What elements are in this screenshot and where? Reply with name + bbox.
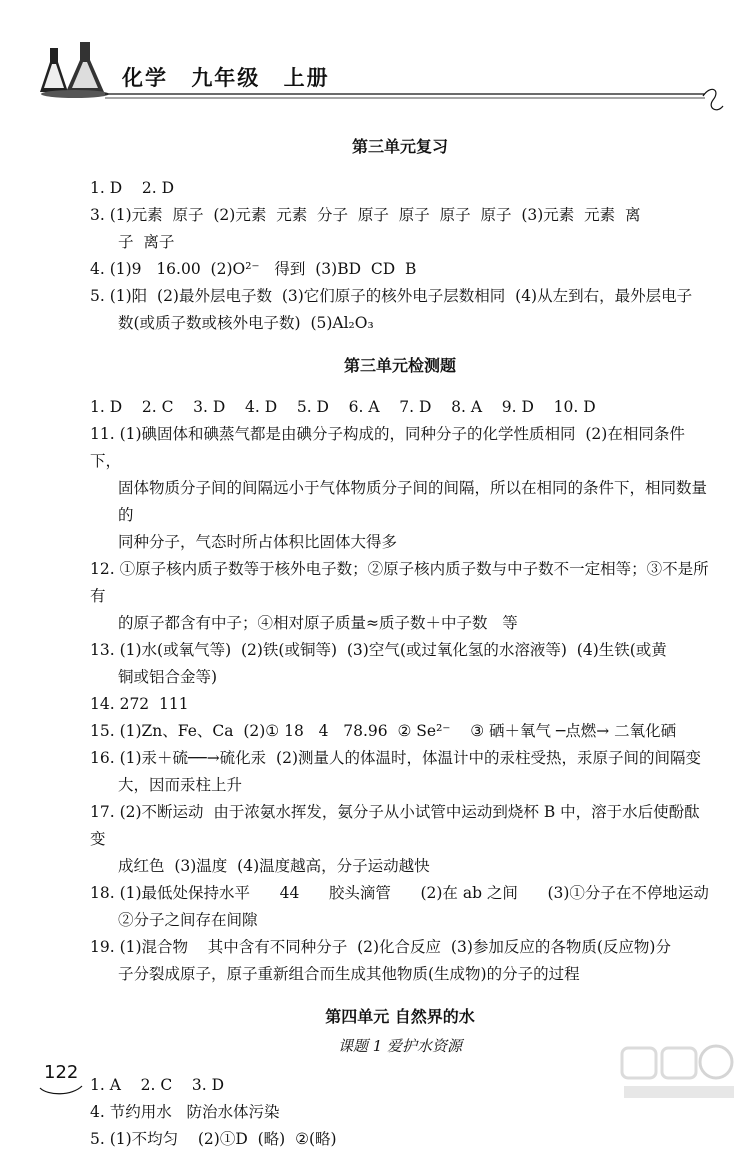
answer-line: 的原子都含有中子；④相对原子质量≈质子数＋中子数 等 bbox=[118, 614, 518, 632]
section-title: 第三单元复习 bbox=[351, 137, 448, 156]
answer-line: 13. (1)水(或氧气等) (2)铁(或铜等) (3)空气(或过氧化氢的水溶液等) (4)生铁(或黄 bbox=[90, 641, 667, 659]
section-unit3-test bbox=[90, 353, 710, 988]
section-unit3-review bbox=[90, 134, 710, 337]
answer-line: 4. (1)9 16.00 (2)O²⁻ 得到 (3)BD CD B bbox=[90, 260, 417, 278]
answer-line: 5. (1)阳 (2)最外层电子数 (3)它们原子的核外电子层数相同 (4)从左到右，最外层电子 bbox=[90, 287, 693, 305]
page-header bbox=[0, 0, 750, 120]
answer-line: 16. (1)汞＋硫──→硫化汞 (2)测量人的体温时，体温计中的汞柱受热，汞原子间的间隔变 bbox=[90, 749, 701, 767]
answer-line: 同种分子，气态时所占体积比固体大得多 bbox=[118, 533, 398, 551]
answer-line: 成红色 (3)温度 (4)温度越高，分子运动越快 bbox=[118, 857, 430, 875]
answer-line: 5. (1)不均匀 (2)①D (略) ②(略) bbox=[90, 1130, 337, 1148]
header-subject: 化学 bbox=[122, 66, 168, 90]
answer-line: 15. (1)Zn、Fe、Ca (2)① 18 4 78.96 ② Se²⁻ ③ 硒＋氧气 ─点燃→ 二氧化硒 bbox=[90, 722, 677, 740]
answer-line: 17. (2)不断运动 由于浓氨水挥发，氨分子从小试管中运动到烧杯 B 中，溶于水后使酚酞变 bbox=[90, 803, 700, 848]
flask-icon bbox=[38, 40, 113, 100]
page-number: 122 bbox=[44, 1062, 79, 1083]
answer-content bbox=[90, 128, 710, 1153]
answer-line: 3. (1)元素 原子 (2)元素 元素 分子 原子 原子 原子 原子 (3)元素 元素 离 bbox=[90, 206, 641, 224]
section-subtitle: 课题 1 爱护水资源 bbox=[337, 1037, 463, 1055]
answer-line: ②分子之间存在间隙 bbox=[118, 911, 258, 929]
answer-line: 1. D 2. C 3. D 4. D 5. D 6. A 7. D 8. A 9. D 10. D bbox=[90, 398, 596, 416]
section-title: 第四单元 自然界的水 bbox=[325, 1007, 475, 1026]
section-title: 第三单元检测题 bbox=[343, 356, 456, 375]
answer-line: 11. (1)碘固体和碘蒸气都是由碘分子构成的，同种分子的化学性质相同 (2)在相同条件下， bbox=[90, 425, 685, 470]
answer-line: 12. ①原子核内质子数等于核外电子数；②原子核内质子数与中子数不一定相等；③不是所有 bbox=[90, 560, 709, 605]
answer-line: 铜或铝合金等) bbox=[118, 668, 218, 686]
watermark-logo bbox=[610, 1040, 740, 1104]
answer-line: 数(或质子数或核外电子数) (5)Al₂O₃ bbox=[118, 314, 374, 332]
answer-line: 固体物质分子间的间隔远小于气体物质分子间的间隔，所以在相同的条件下，相同数量的 bbox=[118, 479, 708, 524]
answer-line: 19. (1)混合物 其中含有不同种分子 (2)化合反应 (3)参加反应的各物质(反应物)分 bbox=[90, 938, 671, 956]
answer-line: 1. A 2. C 3. D bbox=[90, 1076, 225, 1094]
answer-line: 子 离子 bbox=[118, 233, 175, 251]
answer-line: 14. 272 111 bbox=[90, 695, 189, 713]
answer-line: 18. (1)最低处保持水平 44 胶头滴管 (2)在 ab 之间 (3)①分子在不停地运动 bbox=[90, 884, 709, 902]
answer-line: 4. 节约用水 防治水体污染 bbox=[90, 1103, 280, 1121]
answer-line: 大，因而汞柱上升 bbox=[118, 776, 243, 794]
answer-line: 子分裂成原子，原子重新组合而生成其他物质(生成物)的分子的过程 bbox=[118, 965, 580, 983]
header-rule bbox=[105, 88, 730, 118]
header-grade: 九年级 bbox=[191, 66, 261, 90]
header-volume: 上册 bbox=[283, 66, 330, 90]
answer-line: 1. D 2. D bbox=[90, 179, 174, 197]
